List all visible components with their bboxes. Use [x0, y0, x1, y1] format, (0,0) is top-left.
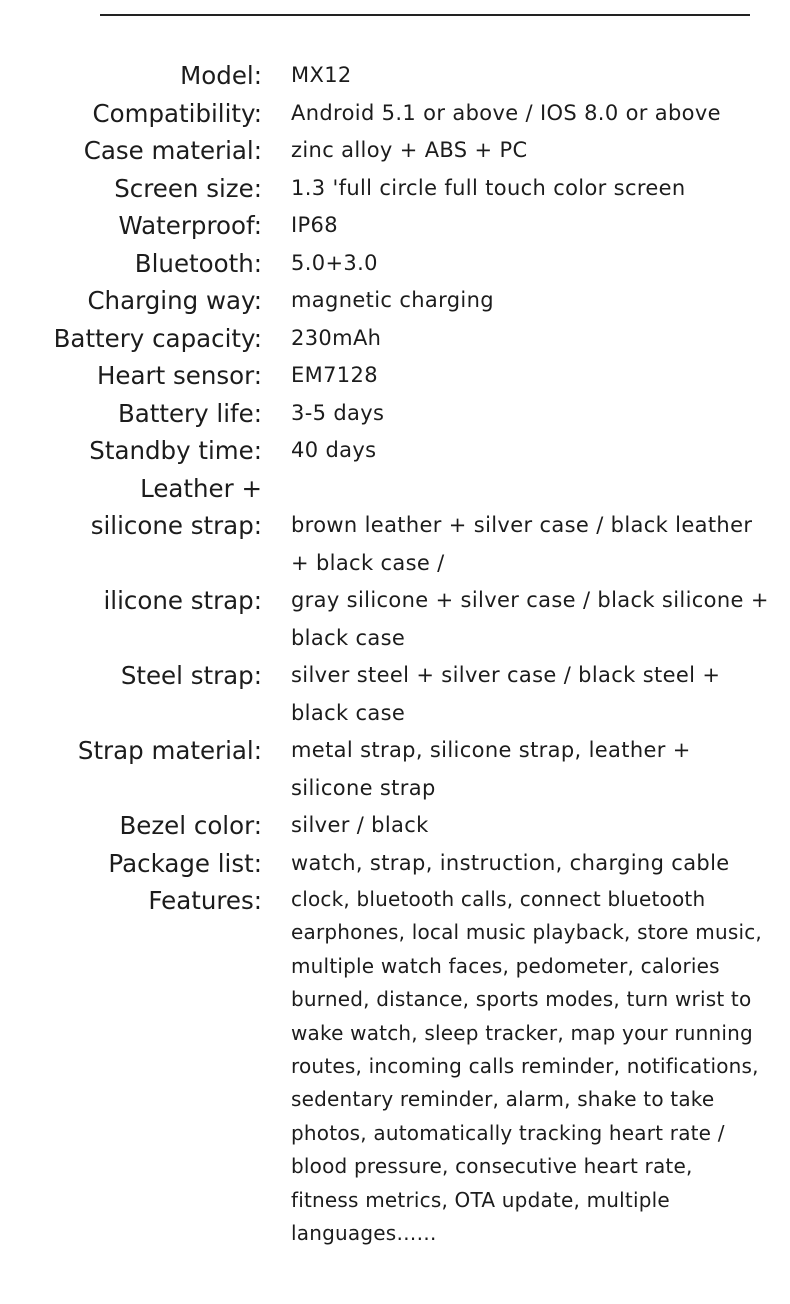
spec-value-compatibility: Android 5.1 or above / IOS 8.0 or above — [291, 100, 721, 125]
spec-label-charging-way: Charging way: — [87, 286, 262, 315]
spec-row-package-list — [0, 845, 790, 883]
spec-value-waterproof: IP68 — [291, 213, 338, 237]
spec-value-standby-time: 40 days — [291, 438, 377, 462]
spec-label-screen-size: Screen size: — [114, 173, 262, 203]
spec-row-battery-life — [0, 395, 790, 433]
spec-row-silicone-strap — [0, 582, 790, 657]
spec-row-bezel-color — [0, 807, 790, 845]
spec-value-battery-capacity: 230mAh — [291, 325, 382, 350]
spec-value-case-material: zinc alloy + ABS + PC — [291, 138, 528, 162]
spec-label-bluetooth: Bluetooth: — [134, 248, 262, 278]
spec-row-battery-capacity — [0, 320, 790, 358]
spec-label-compatibility: Compatibility: — [92, 98, 262, 128]
spec-value-strap-material: metal strap, silicone strap, leather + silicone strap — [291, 738, 691, 800]
spec-label-battery-capacity: Battery capacity: — [53, 323, 262, 353]
spec-value-heart-sensor: EM7128 — [291, 363, 378, 387]
spec-value-features: clock, bluetooth calls, connect bluetooth earphones, local music playback, store music, multiple watch faces, pedometer, calories burned, distance, sports modes, turn wrist to wake watch, sleep tracker, map your running routes, incoming calls reminder, notifications, sedentary reminder, alarm, shake to take photos, automatically tracking heart rate / blood pressure, consecutive heart rate, fitness metrics, OTA update, multiple languages…… — [291, 887, 762, 1246]
spec-value-leather-silicone-strap: brown leather + silver case / black leather + black case / — [291, 513, 753, 575]
spec-value-model: MX12 — [291, 63, 352, 87]
spec-label-standby-time: Standby time: — [89, 436, 262, 465]
spec-label-heart-sensor: Heart sensor: — [97, 361, 262, 390]
spec-value-charging-way: magnetic charging — [291, 288, 494, 312]
spec-row-compatibility — [0, 95, 790, 133]
spec-label-strap-material: Strap material: — [77, 736, 262, 765]
spec-label-model: Model: — [180, 61, 262, 90]
spec-row-features — [0, 882, 790, 1250]
spec-label-bezel-color: Bezel color: — [119, 811, 262, 840]
spec-list — [0, 57, 790, 1250]
spec-value-screen-size: 1.3 'full circle full touch color screen — [291, 175, 686, 200]
spec-label-features: Features: — [148, 886, 262, 915]
spec-row-standby-time — [0, 432, 790, 470]
spec-label-package-list: Package list: — [108, 848, 262, 878]
spec-value-bluetooth: 5.0+3.0 — [291, 250, 378, 275]
spec-row-charging-way — [0, 282, 790, 320]
spec-row-heart-sensor — [0, 357, 790, 395]
spec-row-leather-silicone-strap — [0, 507, 790, 582]
spec-label-battery-life: Battery life: — [117, 398, 262, 428]
spec-row-waterproof — [0, 207, 790, 245]
spec-value-package-list: watch, strap, instruction, charging cable — [291, 850, 730, 875]
spec-label-steel-strap: Steel strap: — [120, 661, 262, 690]
spec-row-bluetooth — [0, 245, 790, 283]
top-divider — [100, 14, 750, 16]
spec-label-leather-silicone-strap: silicone strap: — [90, 511, 262, 540]
spec-value-battery-life: 3-5 days — [291, 400, 385, 425]
spec-label-waterproof: Waterproof: — [118, 211, 262, 240]
spec-row-model — [0, 57, 790, 95]
spec-row-case-material — [0, 132, 790, 170]
spec-label-leather: Leather + — [140, 473, 262, 503]
spec-value-bezel-color: silver / black — [291, 813, 429, 837]
spec-value-steel-strap: silver steel + silver case / black steel + black case — [291, 663, 721, 725]
spec-row-strap-material — [0, 732, 790, 807]
spec-row-leather-heading — [0, 470, 790, 508]
spec-row-screen-size — [0, 170, 790, 208]
spec-label-case-material: Case material: — [83, 136, 262, 165]
spec-label-silicone-strap: ilicone strap: — [103, 586, 262, 615]
spec-row-steel-strap — [0, 657, 790, 732]
spec-value-silicone-strap: gray silicone + silver case / black silicone + black case — [291, 588, 769, 650]
